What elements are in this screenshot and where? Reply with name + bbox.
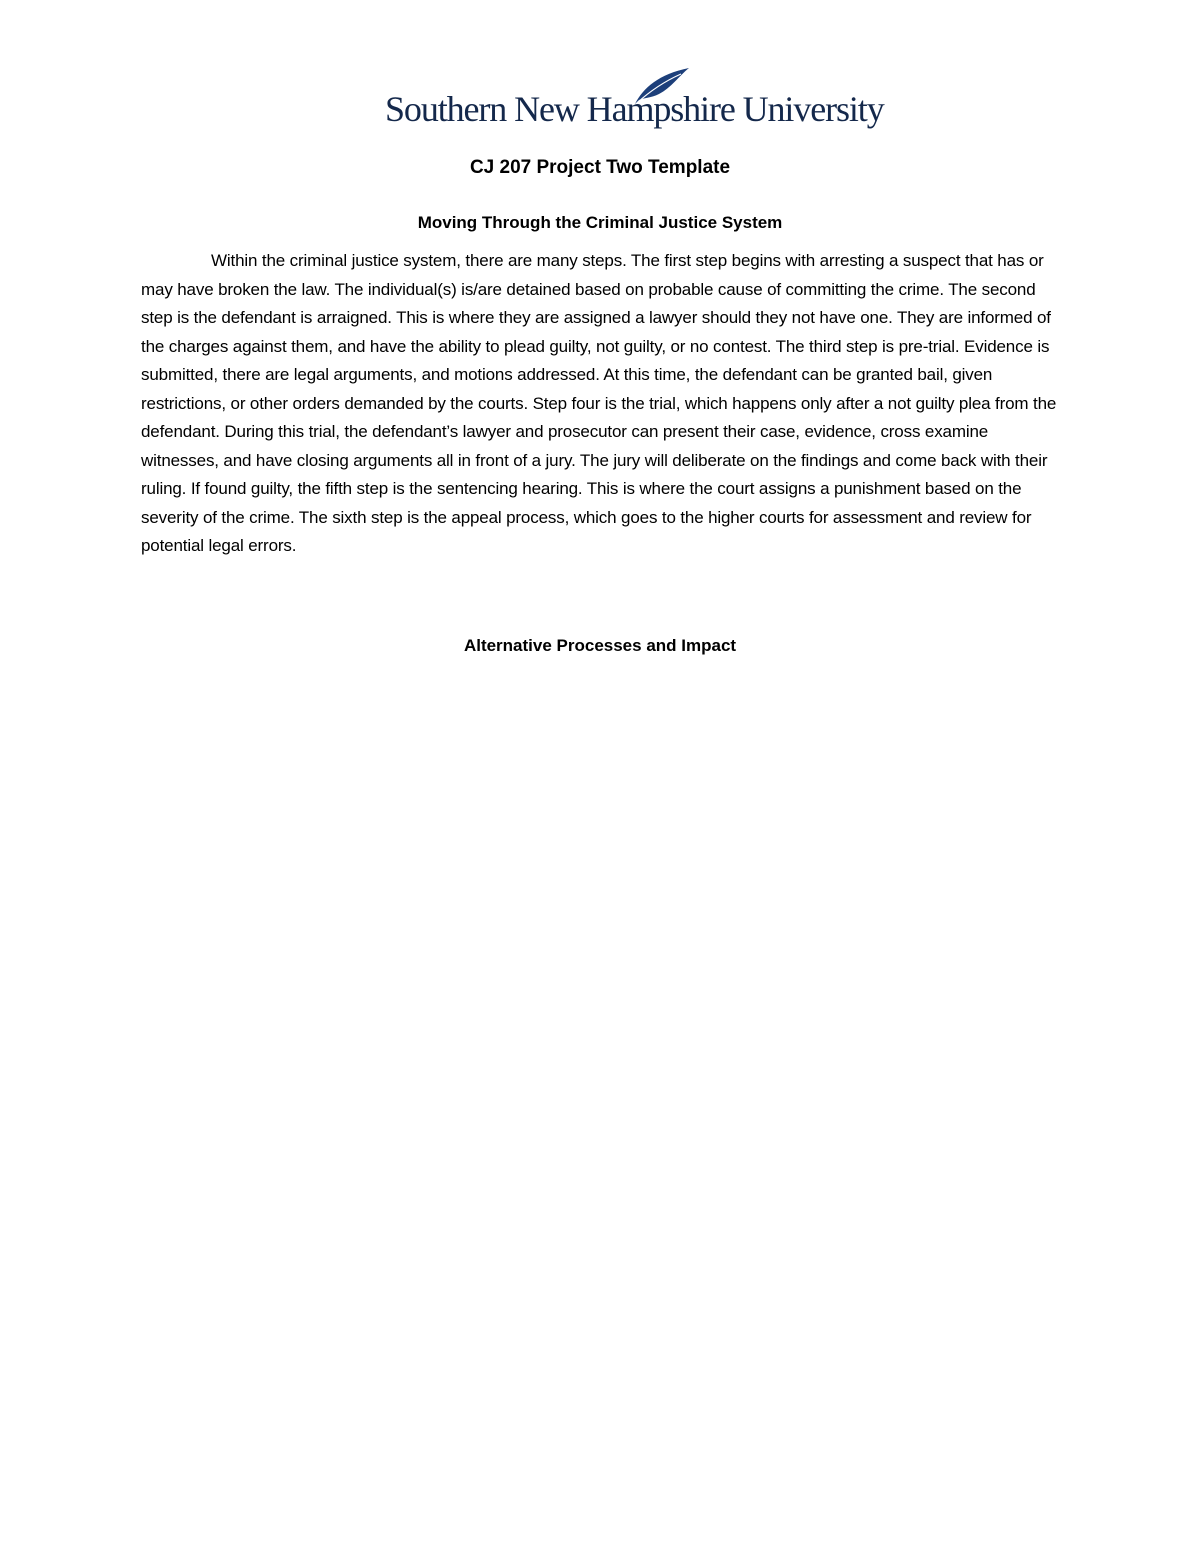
university-logo [385, 66, 884, 138]
section-paragraph: Within the criminal justice system, there are many steps. The first step begins with arresting a suspect that has or may have broken the law. The individual(s) is/are detained based on probable cause of committing the crime. The second step is the defendant is arraigned. This is where they are assigned a lawyer should they not have one. They are informed of the charges against them, and have the ability to plead guilty, not guilty, or no contest. The third step is pre-trial. Evidence is submitted, there are legal arguments, and motions addressed. At this time, the defendant can be granted bail, given restrictions, or other orders demanded by the courts. Step four is the trial, which happens only after a not guilty plea from the defendant. During this trial, the defendant’s lawyer and prosecutor can present their case, evidence, cross examine witnesses, and have closing arguments all in front of a jury. The jury will deliberate on the findings and come back with their ruling. If found guilty, the fifth step is the sentencing hearing. This is where the court assigns a punishment based on the severity of the crime. The sixth step is the appeal process, which goes to the higher courts for assessment and review for potential legal errors. [141, 251, 1057, 555]
logo-wordmark: Southern New Hampshire University [385, 89, 884, 129]
section-heading-criminal-justice: Moving Through the Criminal Justice System [417, 213, 783, 232]
document-title: CJ 207 Project Two Template [469, 157, 731, 178]
section-heading-alternative-processes: Alternative Processes and Impact [463, 636, 737, 655]
